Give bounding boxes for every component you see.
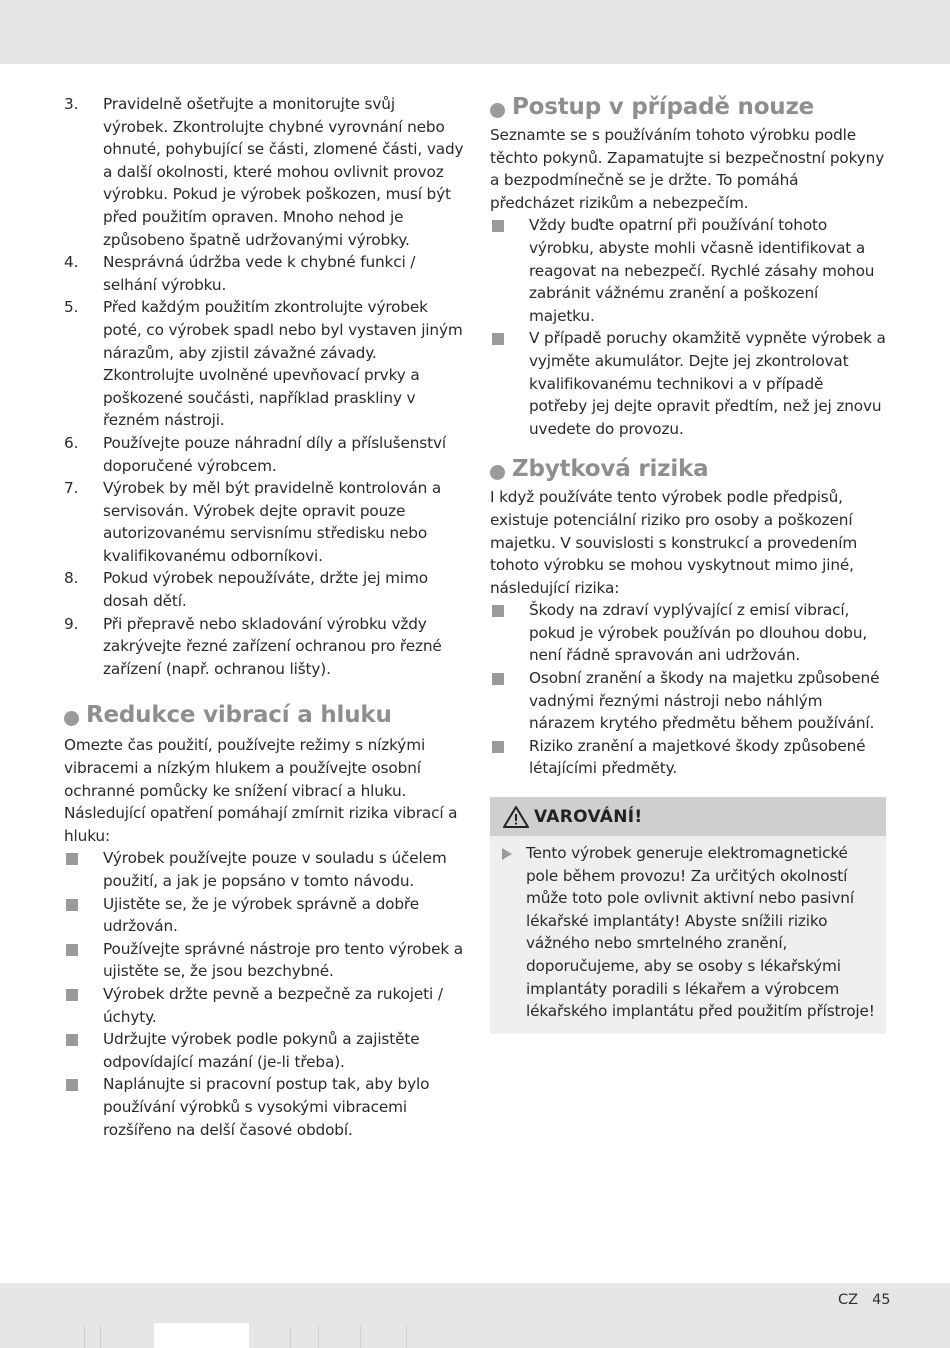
left-column <box>64 93 464 1141</box>
item-text: Pokud výrobek nepoužíváte, držte jej mimo dosah dětí. <box>103 569 428 611</box>
footer-divider <box>318 1326 319 1348</box>
top-bar <box>0 0 950 64</box>
list-item <box>490 599 886 667</box>
footer-divider <box>360 1326 361 1348</box>
item-text: Výrobek držte pevně a bezpečně za rukojeti / úchyty. <box>103 984 443 1026</box>
item-text: V případě poruchy okamžitě vypněte výrobek a vyjměte akumulátor. Dejte jej zkontrolovat kvalifikovanému technikovi a v případě potřeby jej dejte opravit předtím, než jej znovu uvedete do provozu. <box>529 329 886 438</box>
list-item <box>64 432 464 477</box>
bullet-dot-icon <box>64 711 79 726</box>
square-bullet-icon <box>66 1079 78 1091</box>
heading-text: Redukce vibrací a hluku <box>86 702 392 729</box>
bottom-bar <box>0 1283 950 1348</box>
item-number: 8. <box>64 569 79 588</box>
list-item <box>64 893 464 938</box>
list-item <box>64 938 464 983</box>
list-item <box>64 477 464 567</box>
item-text: Osobní zranění a škody na majetku způsobené vadnými řeznými nástroji nebo náhlým nárazem krytého předmětu během používání. <box>529 669 880 733</box>
item-number: 7. <box>64 479 79 498</box>
item-number: 3. <box>64 95 79 113</box>
language-code: CZ <box>838 1292 859 1308</box>
residual-list <box>490 599 886 780</box>
warning-text: Tento výrobek generuje elektromagnetické pole během provozu! Za určitých okolností může toto pole ovlivnit aktivní nebo pasivní lékařské implantáty! Abyste snížili riziko vážného nebo smrtelného zranění, doporučujeme, aby se osoby s lékařskými implantáty poradili s lékařem a výrobcem lékařského implantátu před použitím přístroje! <box>526 844 875 1021</box>
list-item <box>64 1073 464 1141</box>
list-item <box>64 613 464 681</box>
vibration-intro: Omezte čas použití, používejte režimy s nízkými vibracemi a nízkým hlukem a používejte osobní ochranné pomůcky ke snížení vibrací a hluku. Následující opatření pomáhají zmírnit rizika vibrací a hluku: <box>64 736 458 845</box>
item-text: Používejte pouze náhradní díly a příslušenství doporučené výrobcem. <box>103 433 446 475</box>
list-item <box>64 93 464 251</box>
warning-body <box>490 836 886 1034</box>
heading-text: Postup v případě nouze <box>512 94 815 120</box>
footer-divider <box>290 1326 291 1348</box>
item-text: Používejte správné nástroje pro tento výrobek a ujistěte se, že jsou bezchybné. <box>103 939 464 981</box>
list-item <box>490 667 886 735</box>
arrow-right-icon <box>502 848 512 860</box>
item-text: Nesprávná údržba vede k chybné funkci / selhání výrobku. <box>103 253 416 294</box>
square-bullet-icon <box>66 944 78 956</box>
square-bullet-icon <box>66 1034 78 1046</box>
page-footer <box>838 1292 905 1308</box>
footer-marker <box>154 1323 249 1348</box>
list-item <box>64 983 464 1028</box>
item-text: Riziko zranění a majetkové škody způsobené létajícími předměty. <box>529 736 866 778</box>
item-number: 6. <box>64 433 79 452</box>
square-bullet-icon <box>492 741 504 753</box>
list-item <box>64 296 464 432</box>
item-text: Naplánujte si pracovní postup tak, aby bylo používání výrobků s vysokými vibracemi rozšířeno na delší časové období. <box>103 1075 430 1139</box>
page-number: 45 <box>872 1292 891 1308</box>
list-item <box>490 327 886 440</box>
warning-triangle-icon <box>502 805 530 829</box>
list-item <box>64 567 464 612</box>
list-item <box>490 735 886 780</box>
emergency-intro: Seznamte se s používáním tohoto výrobku podle těchto pokynů. Zapamatujte si bezpečnostní pokyny a bezpodmínečně se je držte. To pomáhá předcházet rizikům a nebezpečím. <box>490 126 885 212</box>
item-text: Při přepravě nebo skladování výrobku vždy zakrývejte řezné zařízení ochranou pro řezné zařízení (např. ochranou lišty). <box>103 614 442 678</box>
item-text: Pravidelně ošetřujte a monitorujte svůj výrobek. Zkontrolujte chybné vyrovnání nebo ohnuté, pohybující se části, zlomené části, vady a další okolnosti, které mohou ovlivnit provoz výrobku. Pokud je výrobek poškozen, musí být před použitím opraven. Mnoho nehod je způsobeno špatně udržovanými výrobky. <box>103 95 464 249</box>
item-text: Vždy buďte opatrní při používání tohoto výrobku, abyste mohli včasně identifikovat a reagovat na nebezpečí. Rychlé zásahy mohou zabránit vážnému zranění a poškození majetku. <box>529 216 875 325</box>
emergency-list <box>490 214 886 440</box>
heading-text: Zbytková rizika <box>512 456 709 483</box>
square-bullet-icon <box>492 605 504 617</box>
square-bullet-icon <box>492 333 504 345</box>
list-item <box>490 214 886 327</box>
residual-intro: I když používáte tento výrobek podle předpisů, existuje potenciální riziko pro osoby a poškození majetku. V souvislosti s konstrukcí a provedením tohoto výrobku se mohou vyskytnout mimo jiné, následující rizika: <box>490 488 858 597</box>
item-number: 5. <box>64 298 79 317</box>
item-text: Před každým použitím zkontrolujte výrobek poté, co výrobek spadl nebo byl vystaven jiným nárazům, aby zjistil závažné závady. Zkontrolujte uvolněné upevňovací prvky a poškozené součásti, například praskliny v řezném nástroji. <box>103 298 463 430</box>
footer-divider <box>84 1326 85 1348</box>
warning-box <box>490 797 886 1034</box>
vibration-heading <box>64 700 464 730</box>
square-bullet-icon <box>492 220 504 232</box>
residual-heading <box>490 454 886 484</box>
bullet-dot-icon <box>490 465 505 480</box>
footer-divider <box>100 1326 101 1348</box>
list-item <box>64 1028 464 1073</box>
item-text: Výrobek by měl být pravidelně kontrolován a servisován. Výrobek dejte opravit pouze autorizovanému servisnímu středisku nebo kvalifikovanému odborníkovi. <box>103 479 442 565</box>
item-number: 9. <box>64 614 79 633</box>
square-bullet-icon <box>66 853 78 865</box>
item-number: 4. <box>64 253 79 272</box>
warning-title: VAROVÁNÍ! <box>534 806 643 827</box>
item-text: Ujistěte se, že je výrobek správně a dobře udržován. <box>103 894 419 936</box>
bullet-dot-icon <box>490 103 505 118</box>
emergency-heading <box>490 92 886 122</box>
item-text: Výrobek používejte pouze v souladu s účelem použití, a jak je popsáno v tomto návodu. <box>103 849 447 890</box>
list-item <box>64 251 464 296</box>
warning-header <box>490 797 886 836</box>
right-column <box>490 93 886 1034</box>
square-bullet-icon <box>66 989 78 1001</box>
item-text: Udržujte výrobek podle pokynů a zajistěte odpovídající mazání (je-li třeba). <box>103 1030 420 1071</box>
footer-divider <box>406 1326 407 1348</box>
vibration-list <box>64 847 464 1141</box>
square-bullet-icon <box>66 899 78 911</box>
maintenance-list <box>64 93 464 680</box>
list-item <box>64 847 464 892</box>
square-bullet-icon <box>492 673 504 685</box>
item-text: Škody na zdraví vyplývající z emisí vibrací, pokud je výrobek používán po dlouhou dobu, není řádně spravován ani udržován. <box>529 601 868 665</box>
